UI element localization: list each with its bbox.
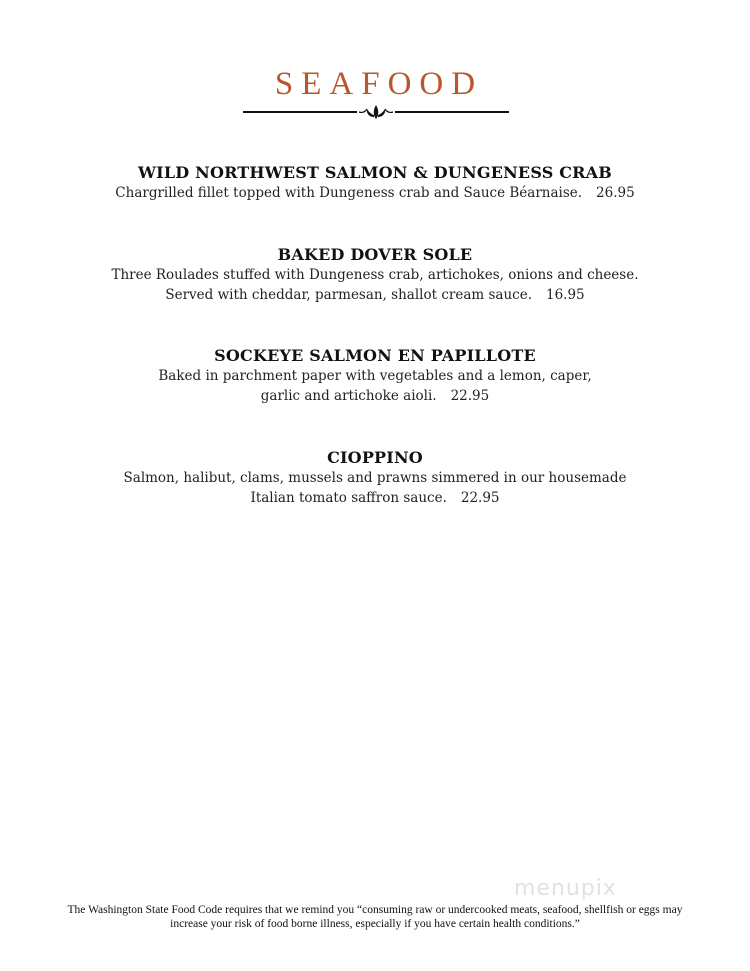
item-price: 22.95 [460,490,500,506]
divider-line-right [395,111,509,113]
item-desc-line: Italian tomato saffron sauce. [250,490,447,506]
item-description [0,183,750,203]
item-description [0,468,750,508]
menu-item-sockeye-papillote [0,346,750,406]
menu-item-salmon-crab [0,163,750,203]
item-name: BAKED DOVER SOLE [277,245,473,264]
item-price: 16.95 [546,287,585,303]
item-desc-line: Served with cheddar, parmesan, shallot cream sauce. [165,287,532,303]
item-name: SOCKEYE SALMON EN PAPILLOTE [214,346,536,365]
disclaimer-line: increase your risk of food borne illness, especially if you have certain health conditions.” [170,918,580,930]
divider-line-left [243,111,357,113]
item-price: 22.95 [450,388,490,404]
section-title: SEAFOOD [274,66,484,102]
ornamental-divider [243,103,509,123]
item-description [0,265,750,305]
menu-item-cioppino [0,448,750,508]
item-name: CIOPPINO [327,448,423,467]
disclaimer-line: The Washington State Food Code requires that we remind you “consuming raw or undercooked meats, seafood, shellfish or eggs may [67,904,683,916]
item-desc-line: Baked in parchment paper with vegetables and a lemon, caper, [158,368,592,384]
item-name: WILD NORTHWEST SALMON & DUNGENESS CRAB [137,163,613,182]
item-desc-line: garlic and artichoke aioli. [260,388,437,404]
item-desc-line: Salmon, halibut, clams, mussels and prawns simmered in our housemade [123,470,627,486]
food-code-disclaimer [0,903,750,931]
flourish-icon [356,103,396,121]
watermark: menupix [514,876,617,901]
item-price: 26.95 [596,185,635,201]
menu-item-dover-sole [0,245,750,305]
item-desc-line: Three Roulades stuffed with Dungeness crab, artichokes, onions and cheese. [111,267,639,283]
item-description [0,366,750,406]
item-desc-line: Chargrilled fillet topped with Dungeness crab and Sauce Béarnaise. [115,185,583,201]
